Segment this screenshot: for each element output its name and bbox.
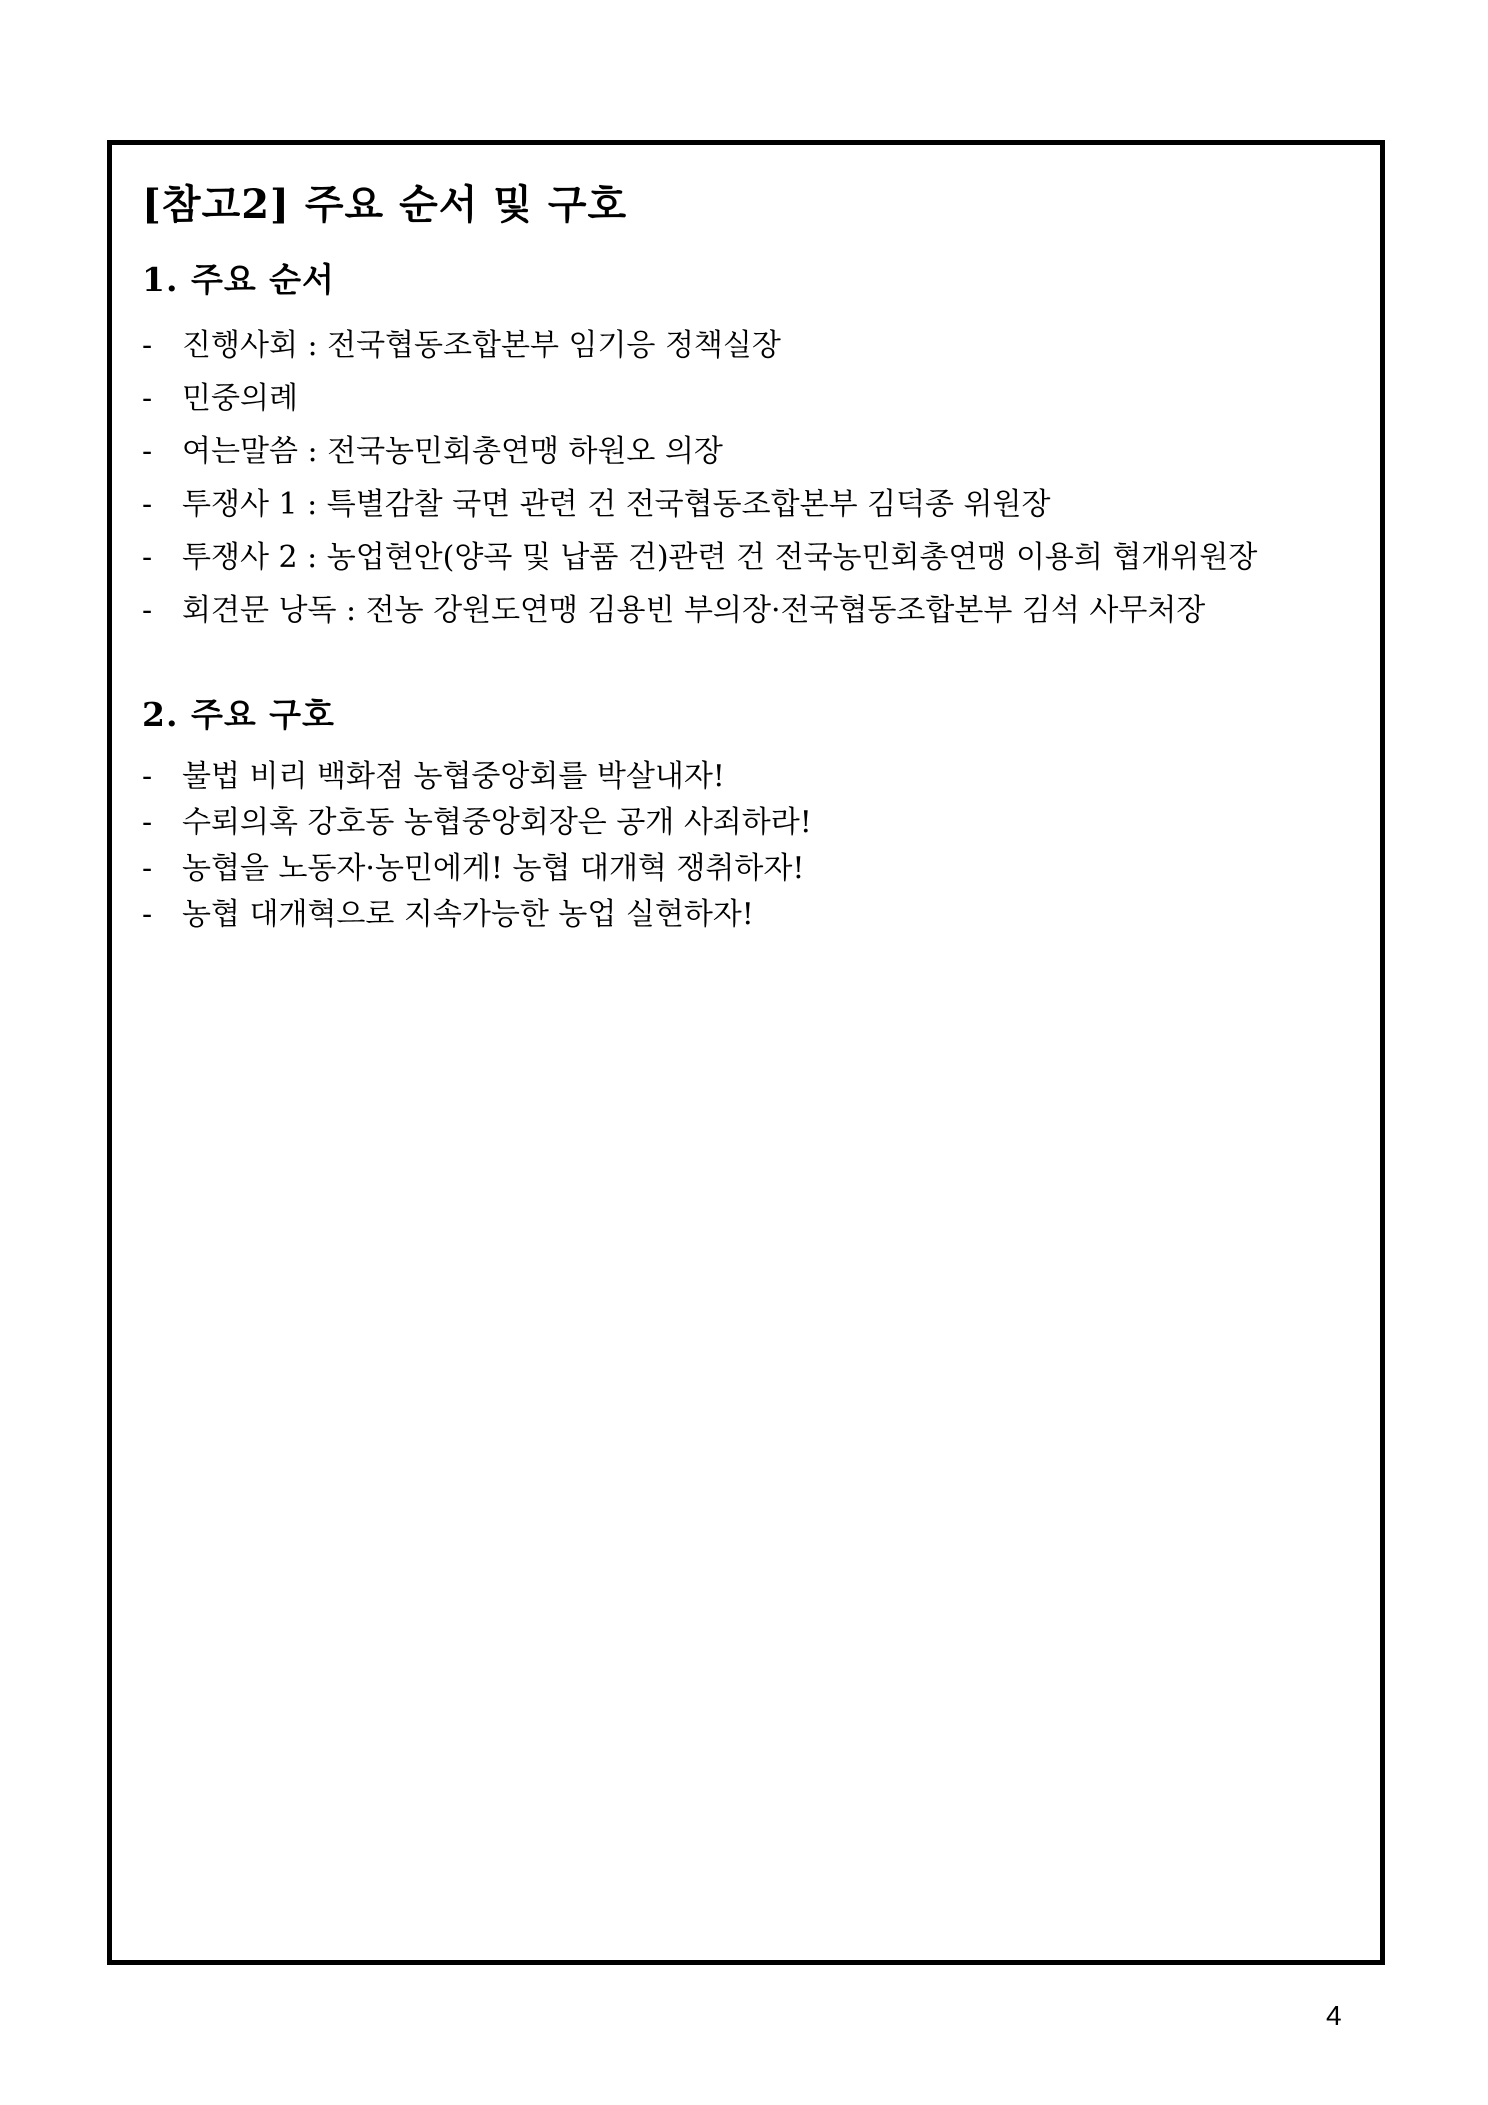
list-item-marker: - — [142, 434, 153, 469]
list-item-text: 투쟁사 1 : 특별감찰 국면 관련 건 전국협동조합본부 김덕종 위원장 — [182, 487, 1051, 522]
list-item — [142, 754, 1350, 800]
list-item-text: 투쟁사 2 : 농업현안(양곡 및 납품 건)관련 건 전국농민회총연맹 이용희 협개위원장 — [182, 540, 1258, 575]
list-item-marker: - — [142, 851, 153, 886]
list-item-marker: - — [142, 805, 153, 840]
list-item-marker: - — [142, 593, 153, 628]
list-item — [142, 425, 1350, 478]
list-item — [142, 846, 1350, 892]
page-number: 4 — [1326, 2000, 1342, 2031]
list-item — [142, 531, 1350, 584]
list-item-text: 민중의례 — [182, 381, 298, 416]
list-item-marker: - — [142, 540, 153, 575]
list-item-text: 농협 대개혁으로 지속가능한 농업 실현하자! — [182, 897, 754, 932]
section-1-list — [142, 319, 1350, 637]
list-item-marker: - — [142, 328, 153, 363]
list-item — [142, 800, 1350, 846]
list-item — [142, 372, 1350, 425]
list-item-text: 회견문 낭독 : 전농 강원도연맹 김용빈 부의장·전국협동조합본부 김석 사무처장 — [182, 593, 1206, 628]
list-item-text: 여는말씀 : 전국농민회총연맹 하원오 의장 — [182, 434, 723, 469]
list-item — [142, 892, 1350, 938]
list-item-marker: - — [142, 487, 153, 522]
list-item — [142, 478, 1350, 531]
list-item-text: 진행사회 : 전국협동조합본부 임기응 정책실장 — [182, 328, 781, 363]
list-item-text: 수뢰의혹 강호동 농협중앙회장은 공개 사죄하라! — [182, 805, 812, 840]
list-item-marker: - — [142, 897, 153, 932]
list-item-text: 불법 비리 백화점 농협중앙회를 박살내자! — [182, 759, 725, 794]
document-content-box — [107, 140, 1385, 1965]
list-item-marker: - — [142, 381, 153, 416]
list-item — [142, 319, 1350, 372]
list-item-text: 농협을 노동자·농민에게! 농협 대개혁 쟁취하자! — [182, 851, 805, 886]
section-1-heading: 1. 주요 순서 — [142, 260, 335, 299]
section-2-list — [142, 754, 1350, 938]
section-2-heading: 2. 주요 구호 — [142, 695, 335, 734]
document-title: [참고2] 주요 순서 및 구호 — [142, 181, 628, 228]
list-item-marker: - — [142, 759, 153, 794]
list-item — [142, 584, 1350, 637]
